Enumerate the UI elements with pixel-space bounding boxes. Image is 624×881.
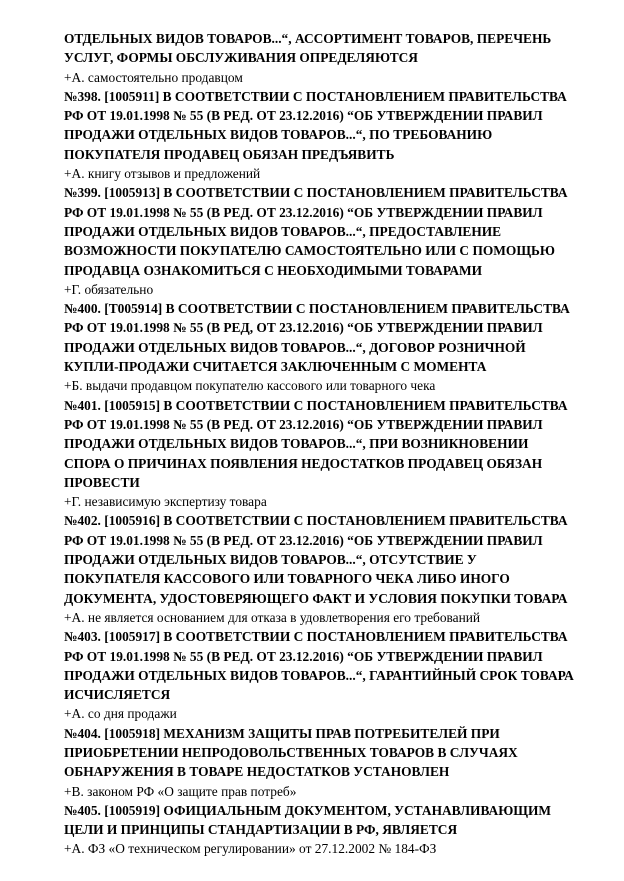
- answer-text: +А. ФЗ «О техническом регулировании» от 27.12.2002 № 184-ФЗ: [64, 841, 437, 857]
- question-text: №403. [1005917] В СООТВЕТСТВИИ С ПОСТАНОВЛЕНИЕМ ПРАВИТЕЛЬСТВА РФ ОТ 19.01.1998 № 55 (В РЕД. ОТ 23.12.2016) “ОБ УТВЕРЖДЕНИИ ПРАВИЛ ПРОДАЖИ ОТДЕЛЬНЫХ ВИДОВ ТОВАРОВ...“, ГАРАНТИЙНЫЙ СРОК ТОВАРА ИСЧИСЛЯЕТСЯ: [64, 629, 574, 703]
- answer-text: +Г. обязательно: [64, 281, 154, 297]
- qa-item: [64, 29, 574, 87]
- answer-text: +А. со дня продажи: [64, 706, 177, 722]
- question-text: №402. [1005916] В СООТВЕТСТВИИ С ПОСТАНОВЛЕНИЕМ ПРАВИТЕЛЬСТВА РФ ОТ 19.01.1998 № 55 (В РЕД. ОТ 23.12.2016) “ОБ УТВЕРЖДЕНИИ ПРАВИЛ ПРОДАЖИ ОТДЕЛЬНЫХ ВИДОВ ТОВАРОВ...“, ОТСУТСТВИЕ У ПОКУПАТЕЛЯ КАССОВОГО ИЛИ ТОВАРНОГО ЧЕКА ЛИБО ИНОГО ДОКУМЕНТА, УДОСТОВЕРЯЮЩЕГО ФАКТ И УСЛОВИЯ ПОКУПКИ ТОВАРА: [64, 513, 568, 606]
- question-text: ОТДЕЛЬНЫХ ВИДОВ ТОВАРОВ...“, АССОРТИМЕНТ ТОВАРОВ, ПЕРЕЧЕНЬ УСЛУГ, ФОРМЫ ОБСЛУЖИВАНИЯ ОПРЕДЕЛЯЮТСЯ: [64, 31, 552, 66]
- qa-item: [64, 396, 574, 512]
- answer-text: +А. не является основанием для отказа в удовлетворения его требований: [64, 609, 481, 625]
- question-text: №401. [1005915] В СООТВЕТСТВИИ С ПОСТАНОВЛЕНИЕМ ПРАВИТЕЛЬСТВА РФ ОТ 19.01.1998 № 55 (В РЕД. ОТ 23.12.2016) “ОБ УТВЕРЖДЕНИИ ПРАВИЛ ПРОДАЖИ ОТДЕЛЬНЫХ ВИДОВ ТОВАРОВ...“, ПРИ ВОЗНИКНОВЕНИИ СПОРА О ПРИЧИНАХ ПОЯВЛЕНИЯ НЕДОСТАТКОВ ПРОДАВЕЦ ОБЯЗАН ПРОВЕСТИ: [64, 397, 568, 490]
- qa-item: [64, 801, 574, 859]
- qa-item: [64, 183, 574, 299]
- answer-text: +Б. выдачи продавцом покупателю кассового или товарного чека: [64, 378, 436, 394]
- document-page: [64, 29, 574, 859]
- qa-item: [64, 87, 574, 183]
- answer-text: +В. законом РФ «О защите прав потреб»: [64, 783, 297, 799]
- question-text: №399. [1005913] В СООТВЕТСТВИИ С ПОСТАНОВЛЕНИЕМ ПРАВИТЕЛЬСТВА РФ ОТ 19.01.1998 № 55 (В РЕД. ОТ 23.12.2016) “ОБ УТВЕРЖДЕНИИ ПРАВИЛ ПРОДАЖИ ОТДЕЛЬНЫХ ВИДОВ ТОВАРОВ...“, ПРЕДОСТАВЛЕНИЕ ВОЗМОЖНОСТИ ПОКУПАТЕЛЮ САМОСТОЯТЕЛЬНО ИЛИ С ПОМОЩЬЮ ПРОДАВЦА ОЗНАКОМИТЬСЯ С НЕОБХОДИМЫМИ ТОВАРАМИ: [64, 185, 568, 278]
- qa-item: [64, 511, 574, 627]
- answer-text: +А. книгу отзывов и предложений: [64, 166, 261, 182]
- question-text: №404. [1005918] МЕХАНИЗМ ЗАЩИТЫ ПРАВ ПОТРЕБИТЕЛЕЙ ПРИ ПРИОБРЕТЕНИИ НЕПРОДОВОЛЬСТВЕННЫХ ТОВАРОВ В СЛУЧАЯХ ОБНАРУЖЕНИЯ В ТОВАРЕ НЕДОСТАТКОВ УСТАНОВЛЕН: [64, 725, 518, 780]
- question-text: №398. [1005911] В СООТВЕТСТВИИ С ПОСТАНОВЛЕНИЕМ ПРАВИТЕЛЬСТВА РФ ОТ 19.01.1998 № 55 (В РЕД. ОТ 23.12.2016) “ОБ УТВЕРЖДЕНИИ ПРАВИЛ ПРОДАЖИ ОТДЕЛЬНЫХ ВИДОВ ТОВАРОВ...“, ПО ТРЕБОВАНИЮ ПОКУПАТЕЛЯ ПРОДАВЕЦ ОБЯЗАН ПРЕДЪЯВИТЬ: [64, 88, 567, 162]
- question-text: №400. [Т005914] В СООТВЕТСТВИИ С ПОСТАНОВЛЕНИЕМ ПРАВИТЕЛЬСТВА РФ ОТ 19.01.1998 № 55 (В РЕД, ОТ 23.12.2016) “ОБ УТВЕРЖДЕНИИ ПРАВИЛ ПРОДАЖИ ОТДЕЛЬНЫХ ВИДОВ ТОВАРОВ...“, ДОГОВОР РОЗНИЧНОЙ КУПЛИ-ПРОДАЖИ СЧИТАЕТСЯ ЗАКЛЮЧЕННЫМ С МОМЕНТА: [64, 301, 570, 375]
- answer-text: +Г. независимую экспертизу товара: [64, 494, 267, 510]
- answer-text: +А. самостоятельно продавцом: [64, 69, 243, 85]
- qa-item: [64, 627, 574, 723]
- question-text: №405. [1005919] ОФИЦИАЛЬНЫМ ДОКУМЕНТОМ, УСТАНАВЛИВАЮЩИМ ЦЕЛИ И ПРИНЦИПЫ СТАНДАРТИЗАЦИИ В РФ, ЯВЛЯЕТСЯ: [64, 802, 552, 838]
- qa-item: [64, 724, 574, 801]
- qa-item: [64, 299, 574, 395]
